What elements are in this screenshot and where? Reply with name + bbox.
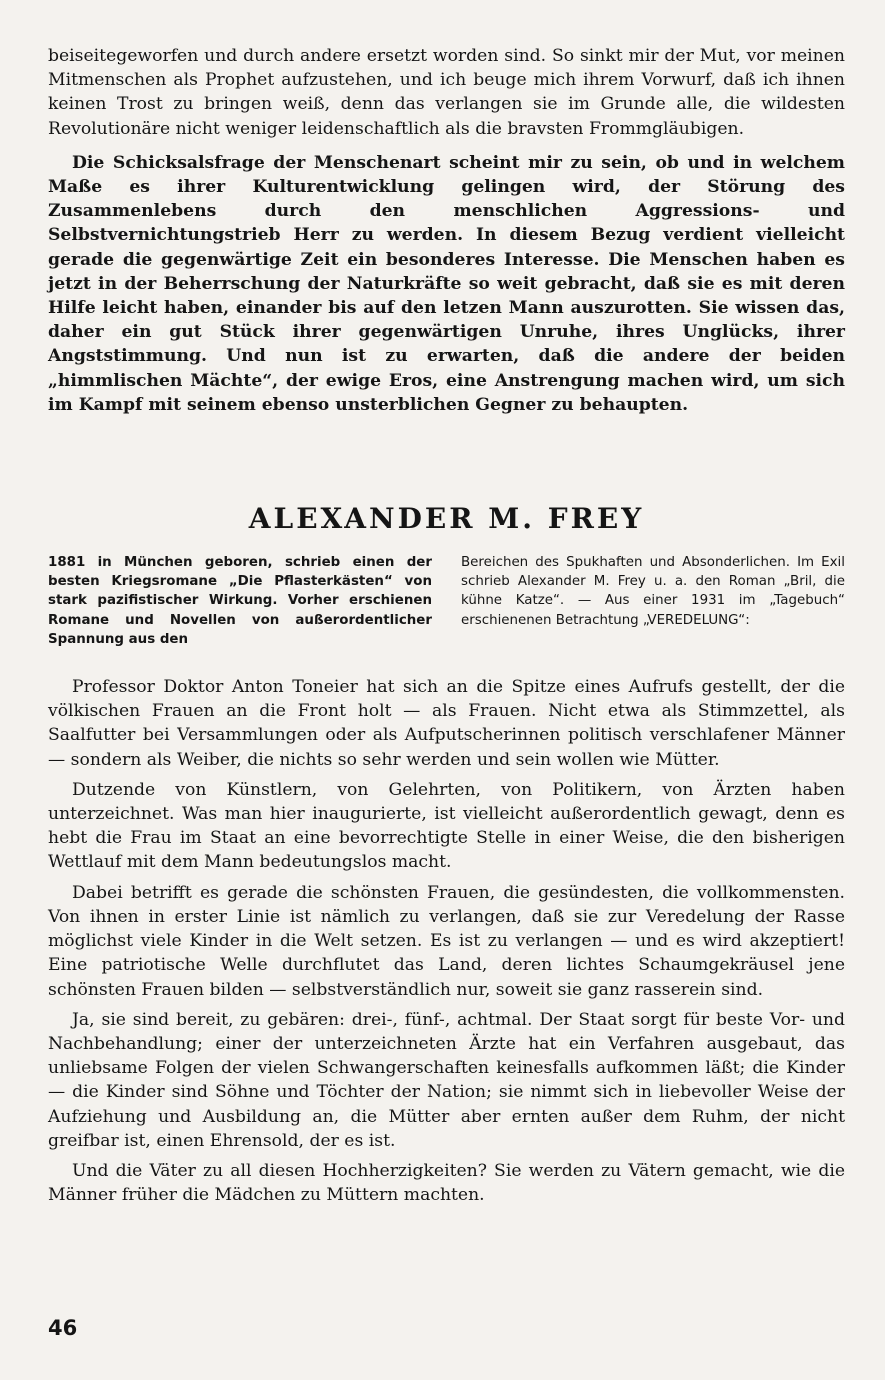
paragraph-dutzende: Dutzende von Künstlern, von Gelehrten, von Politikern, von Ärzten haben unterzeichnet. Was man hier inaugurierte, ist vielleicht außerordentlich gewagt, denn es hebt die Frau im Staat an eine bevorrechtigte Stelle in einer Weise, die den bisherigen Wettlauf mit dem Mann bedeutungslos macht. <box>48 779 845 873</box>
paragraph-ja: Ja, sie sind bereit, zu gebären: drei-, fünf-, achtmal. Der Staat sorgt für beste Vor- und Nachbehandlung; einer der unterzeichneten Ärzte hat ein Verfahren ausgebaut, das unliebsame Folgen der vielen Schwangerschaften keinesfalls aufkommen läßt; die Kinder — die Kinder sind Söhne und Töchter der Nation; sie nimmt sich in liebevoller Weise der Aufziehung und Ausbildung an, die Mütter aber ernten außer dem Ruhm, der nicht greifbar ist, einen Ehrensold, der es ist. <box>48 1009 845 1151</box>
paragraph-gap <box>48 141 845 151</box>
page-number: 46 <box>48 1316 78 1340</box>
essay-body <box>48 675 845 1207</box>
author-heading: ALEXANDER M. FREY <box>248 502 645 536</box>
paragraph-continuation: beiseitegeworfen und durch andere ersetzt worden sind. So sinkt mir der Mut, vor meinen Mitmenschen als Prophet aufzustehen, und ich beuge mich ihrem Vorwurf, daß ich ihnen keinen Trost zu bringen weiß, denn das verlangen sie im Grunde alle, die wildesten Revolutionäre nicht weniger leidenschaftlich als die bravsten Frommgläubigen. <box>48 46 845 139</box>
paragraph-vaeter: Und die Väter zu all diesen Hochherzigkeiten? Sie werden zu Vätern gemacht, wie die Männer früher die Mädchen zu Müttern machten. <box>48 1160 845 1206</box>
bio-right-column: Bereichen des Spukhaften und Absonderlichen. Im Exil schrieb Alexander M. Frey u. a. den Roman „Bril, die kühne Katze“. — Aus einer 1931 im „Tagebuch“ erschienenen Betrachtung „VEREDELUNG“: <box>461 555 845 628</box>
author-bio <box>48 553 845 649</box>
paragraph-dabei: Dabei betrifft es gerade die schönsten Frauen, die gesündesten, die vollkommensten. Von ihnen in erster Linie ist nämlich zu verlangen, daß sie zur Veredelung der Rasse möglichst viele Kinder in die Welt setzen. Es ist zu verlangen — und es wird akzeptiert! Eine patriotische Welle durchflutet das Land, deren lichtes Schaumgekräusel jene schönsten Frauen bilden — selbstverständlich nur, soweit sie ganz rasserein sind. <box>48 882 845 1000</box>
bio-left-column: 1881 in München geboren, schrieb einen der besten Kriegsromane „Die Pflasterkästen“ von stark pazifistischer Wirkung. Vorher erschienen Romane und Novellen von außerordentlicher Spannung aus den <box>48 555 432 647</box>
paragraph-schicksalsfrage: Die Schicksalsfrage der Menschenart scheint mir zu sein, ob und in welchem Maße es ihrer Kulturentwicklung gelingen wird, der Störung des Zusammenlebens durch den menschlichen Aggressions- und Selbstvernichtungstrieb Herr zu werden. In diesem Bezug verdient vielleicht gerade die gegenwärtige Zeit ein besonderes Interesse. Die Menschen haben es jetzt in der Beherrschung der Naturkräfte so weit gebracht, daß sie es mit deren Hilfe leicht haben, einander bis auf den letzen Mann auszurotten. Sie wissen das, daher ein gut Stück ihrer gegenwärtigen Unruhe, ihres Unglücks, ihrer Angststimmung. Und nun ist zu erwarten, daß die andere der beiden „himmlischen Mächte“, der ewige Eros, eine Anstrengung machen wird, um sich im Kampf mit seinem ebenso unsterblichen Gegner zu behaupten. <box>48 152 845 415</box>
paragraph-professor: Professor Doktor Anton Toneier hat sich an die Spitze eines Aufrufs gestellt, der die völkischen Frauen an die Front holt — als Frauen. Nicht etwa als Stimmzettel, als Saalfutter bei Versammlungen oder als Aufputscherinnen politisch verschlafener Männer — sondern als Weiber, die nichts so sehr werden und sein wollen wie Mütter. <box>48 677 845 770</box>
